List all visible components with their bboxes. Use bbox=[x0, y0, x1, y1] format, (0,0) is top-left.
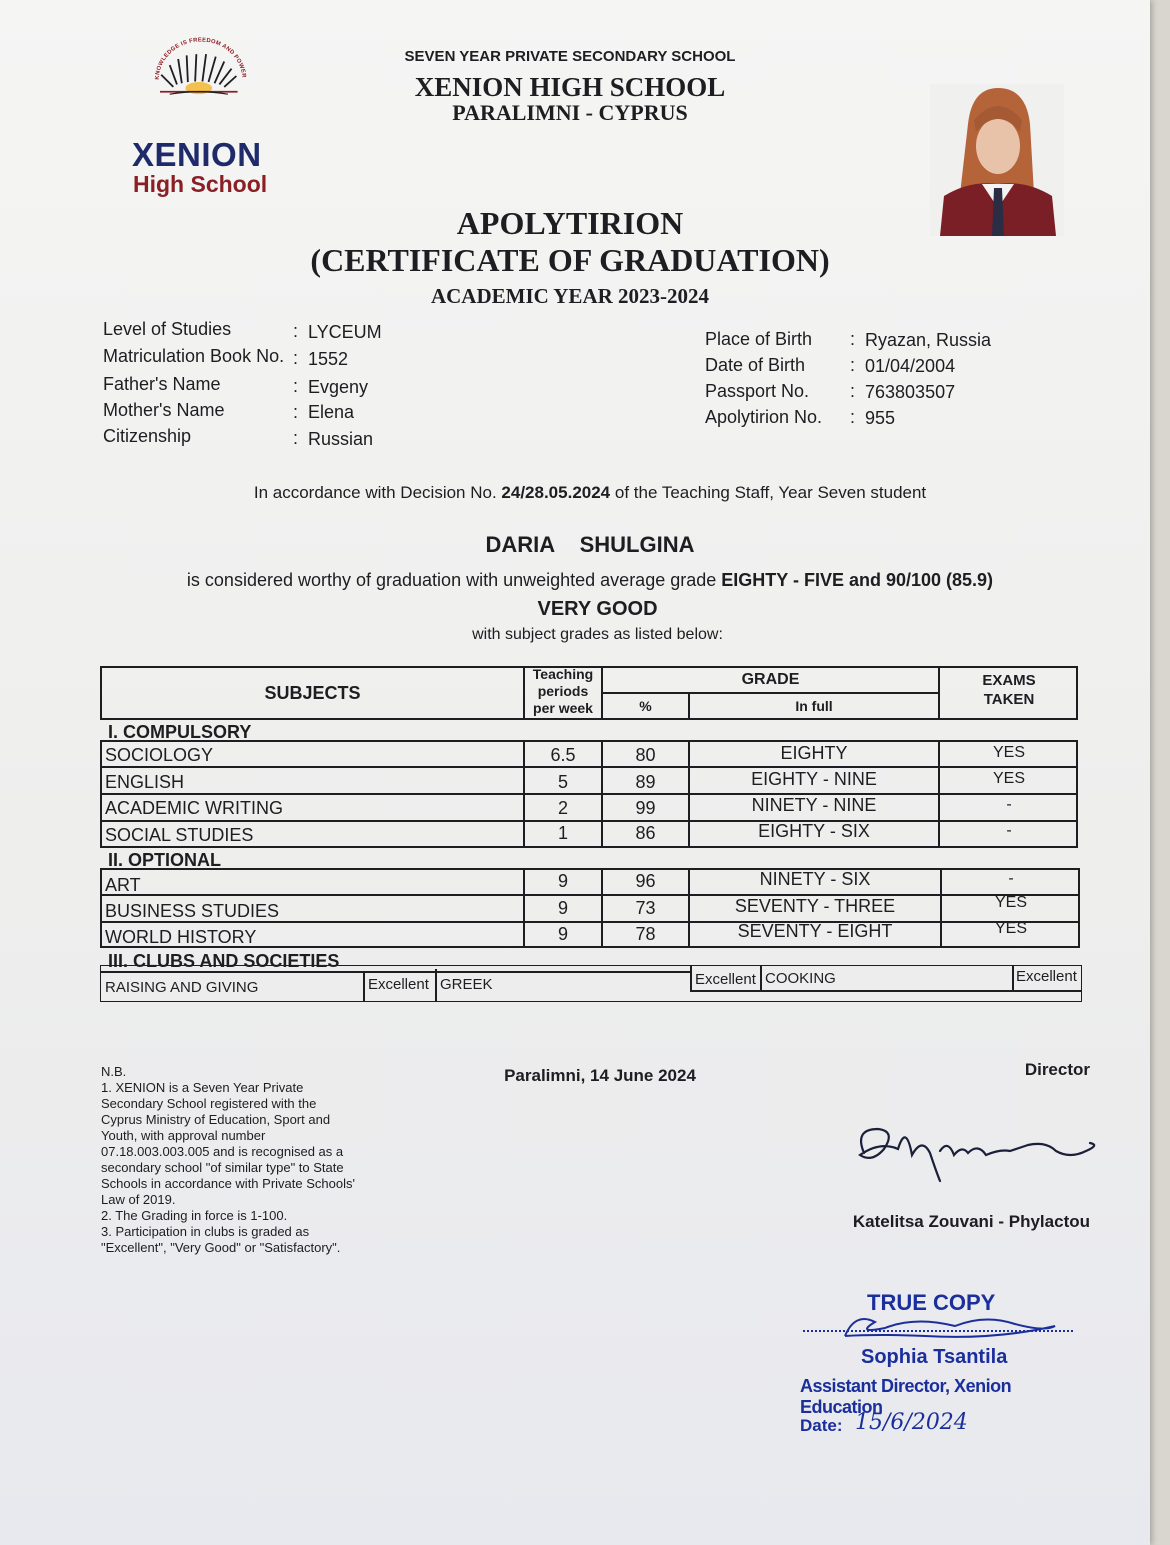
value-citizenship: Russian bbox=[308, 429, 374, 449]
section-compulsory: I. COMPULSORY bbox=[108, 722, 252, 742]
club-grade: Excellent bbox=[695, 971, 756, 988]
decision-after: of the Teaching Staff, Year Seven student bbox=[614, 483, 927, 502]
notes-line: Law of 2019. bbox=[101, 1192, 176, 1207]
value-date-of-birth: 01/04/2004 bbox=[865, 356, 956, 376]
grades-table bbox=[100, 666, 1078, 1006]
graduation-statement bbox=[80, 570, 1100, 591]
notes-line: 3. Participation in clubs is graded as bbox=[101, 1224, 310, 1239]
row-subject: ART bbox=[105, 875, 141, 895]
notes-line: Youth, with approval number bbox=[101, 1128, 266, 1143]
school-type: SEVEN YEAR PRIVATE SECONDARY SCHOOL bbox=[404, 48, 736, 65]
notes-title: N.B. bbox=[101, 1064, 127, 1079]
row-periods: 5 bbox=[557, 772, 568, 792]
school-name: XENION HIGH SCHOOL bbox=[414, 72, 726, 102]
academic-year: ACADEMIC YEAR 2023-2024 bbox=[430, 284, 710, 308]
label-apolytirion-no: Apolytirion No. bbox=[705, 407, 823, 427]
logo-motto: KNOWLEDGE IS FREEDOM AND POWER bbox=[154, 37, 247, 80]
club-name: GREEK bbox=[440, 976, 493, 993]
row-percent: 89 bbox=[635, 772, 656, 792]
row-percent: 73 bbox=[635, 898, 656, 918]
row-exams: YES bbox=[994, 894, 1027, 911]
header-percent: % bbox=[639, 698, 652, 714]
header-exams-taken bbox=[940, 671, 1078, 709]
label-citizenship: Citizenship bbox=[103, 426, 192, 446]
value-fathers-name: Evgeny bbox=[308, 377, 369, 397]
stamp-role: Assistant Director, Xenion Education bbox=[800, 1376, 1012, 1417]
club-grade: Excellent bbox=[1016, 968, 1077, 985]
student-photo bbox=[930, 84, 1064, 236]
row-percent: 96 bbox=[635, 871, 656, 891]
row-percent: 80 bbox=[635, 745, 656, 765]
row-percent: 86 bbox=[635, 823, 656, 843]
stamp-date-label: Date: bbox=[800, 1416, 843, 1435]
value-apolytirion-no: 955 bbox=[865, 408, 896, 428]
value-matriculation-book: 1552 bbox=[308, 349, 349, 369]
row-in-full: EIGHTY bbox=[780, 743, 848, 763]
row-in-full: EIGHTY - NINE bbox=[751, 769, 877, 789]
header-grade: GRADE bbox=[741, 671, 800, 688]
row-exams: YES bbox=[992, 770, 1025, 787]
notes-line: secondary school "of similar type" to State bbox=[101, 1160, 344, 1175]
row-exams: - bbox=[1006, 822, 1012, 839]
director-name: Katelitsa Zouvani - Phylactou bbox=[852, 1212, 1090, 1231]
assistant-signature bbox=[835, 1306, 1065, 1346]
decision-statement bbox=[160, 483, 1020, 503]
notes-line: Cyprus Ministry of Education, Sport and bbox=[101, 1112, 331, 1127]
header-teaching-3: per week bbox=[533, 700, 593, 716]
row-in-full: NINETY - NINE bbox=[751, 795, 877, 815]
row-subject: SOCIAL STUDIES bbox=[105, 825, 254, 845]
row-exams: - bbox=[1006, 796, 1012, 813]
club-grade: Excellent bbox=[368, 976, 429, 993]
header-teaching-periods bbox=[525, 666, 601, 717]
value-place-of-birth: Ryazan, Russia bbox=[865, 330, 992, 350]
header-in-full: In full bbox=[795, 698, 833, 714]
true-copy-label: TRUE COPY bbox=[867, 1290, 996, 1315]
header-teaching-2: periods bbox=[537, 683, 589, 699]
row-periods: 9 bbox=[557, 924, 568, 944]
label-mothers-name: Mother's Name bbox=[103, 400, 225, 420]
row-subject: ACADEMIC WRITING bbox=[105, 798, 283, 818]
certificate-subtitle: (CERTIFICATE OF GRADUATION) bbox=[310, 242, 830, 278]
logo-subname: High School bbox=[133, 171, 268, 197]
true-copy-stamp bbox=[795, 1288, 1085, 1448]
logo-name: XENION bbox=[132, 136, 262, 173]
student-name bbox=[300, 532, 880, 558]
row-percent: 78 bbox=[635, 924, 656, 944]
value-mothers-name: Elena bbox=[308, 402, 355, 422]
row-in-full: NINETY - SIX bbox=[759, 869, 871, 889]
row-in-full: EIGHTY - SIX bbox=[758, 821, 870, 841]
notes-line: 07.18.003.003.005 and is recognised as a bbox=[101, 1144, 344, 1159]
row-in-full: SEVENTY - THREE bbox=[734, 896, 896, 916]
header-teaching-1: Teaching bbox=[532, 666, 594, 682]
row-exams: YES bbox=[994, 920, 1027, 937]
director-title: Director bbox=[1024, 1060, 1090, 1079]
value-level-of-studies: LYCEUM bbox=[308, 322, 382, 342]
place-and-date: Paralimni, 14 June 2024 bbox=[504, 1066, 696, 1085]
notes-line: Secondary School registered with the bbox=[101, 1096, 317, 1111]
student-last-name: SHULGINA bbox=[579, 532, 695, 557]
row-periods: 1 bbox=[557, 823, 568, 843]
graduation-text: is considered worthy of graduation with unweighted average grade bbox=[186, 570, 717, 590]
decision-before: In accordance with Decision No. bbox=[253, 483, 497, 502]
row-subject: ENGLISH bbox=[105, 772, 185, 792]
director-signature bbox=[850, 1115, 1110, 1185]
label-passport-no: Passport No. bbox=[705, 381, 810, 401]
club-name: RAISING AND GIVING bbox=[105, 979, 259, 996]
info-right: Place of Birth : Ryazan, Russia Date of Birth : 01/04/2004 Passport No. : 763803507 Apolytirion No. : 955 bbox=[705, 329, 992, 428]
notes-line: 2. The Grading in force is 1-100. bbox=[101, 1208, 288, 1223]
header-exams-2: TAKEN bbox=[983, 691, 1035, 708]
header-exams-1: EXAMS bbox=[982, 672, 1036, 689]
label-fathers-name: Father's Name bbox=[103, 374, 221, 394]
row-subject: WORLD HISTORY bbox=[105, 927, 257, 947]
row-periods: 9 bbox=[557, 871, 568, 891]
stamp-name: Sophia Tsantila bbox=[861, 1346, 1008, 1368]
row-in-full: SEVENTY - EIGHT bbox=[737, 921, 893, 941]
label-date-of-birth: Date of Birth bbox=[705, 355, 806, 375]
row-subject: SOCIOLOGY bbox=[105, 745, 214, 765]
section-clubs: III. CLUBS AND SOCIETIES bbox=[108, 951, 340, 971]
student-first-name: DARIA bbox=[485, 532, 556, 557]
stamp-date-value: 15/6/2024 bbox=[855, 1410, 968, 1435]
row-subject: BUSINESS STUDIES bbox=[105, 901, 280, 921]
listed-caption: with subject grades as listed below: bbox=[472, 626, 723, 643]
section-optional: II. OPTIONAL bbox=[108, 850, 222, 870]
row-exams: YES bbox=[992, 744, 1025, 761]
club-name: COOKING bbox=[765, 970, 836, 987]
label-place-of-birth: Place of Birth bbox=[705, 329, 813, 349]
overall-grade: VERY GOOD bbox=[537, 598, 658, 620]
label-matriculation-book: Matriculation Book No. bbox=[103, 346, 285, 366]
notes-line: 1. XENION is a Seven Year Private bbox=[101, 1080, 304, 1095]
header-subjects: SUBJECTS bbox=[264, 683, 361, 703]
average-grade: EIGHTY - FIVE and 90/100 (85.9) bbox=[721, 570, 994, 590]
row-exams: - bbox=[1008, 870, 1014, 887]
row-periods: 6.5 bbox=[550, 745, 576, 765]
svg-text:KNOWLEDGE IS FREEDOM AND POWER bbox=[155, 37, 247, 79]
notes-line: Schools in accordance with Private Schools' bbox=[101, 1176, 355, 1191]
decision-number: 24/28.05.2024 bbox=[501, 483, 611, 502]
row-percent: 99 bbox=[635, 798, 656, 818]
row-periods: 2 bbox=[557, 798, 568, 818]
notes-line: "Excellent", "Very Good" or "Satisfactory". bbox=[101, 1240, 341, 1255]
row-periods: 9 bbox=[557, 898, 568, 918]
school-location: PARALIMNI - CYPRUS bbox=[452, 100, 688, 125]
value-passport-no: 763803507 bbox=[865, 382, 956, 402]
info-left: Level of Studies : LYCEUM Matriculation Book No. : 1552 Father's Name : Evgeny Mother's Name : Elena Citizenship : Russian bbox=[103, 319, 382, 449]
certificate-title: APOLYTIRION bbox=[456, 205, 684, 241]
notes bbox=[101, 1064, 391, 1256]
label-level-of-studies: Level of Studies bbox=[103, 319, 232, 339]
school-logo-emblem bbox=[110, 36, 290, 136]
